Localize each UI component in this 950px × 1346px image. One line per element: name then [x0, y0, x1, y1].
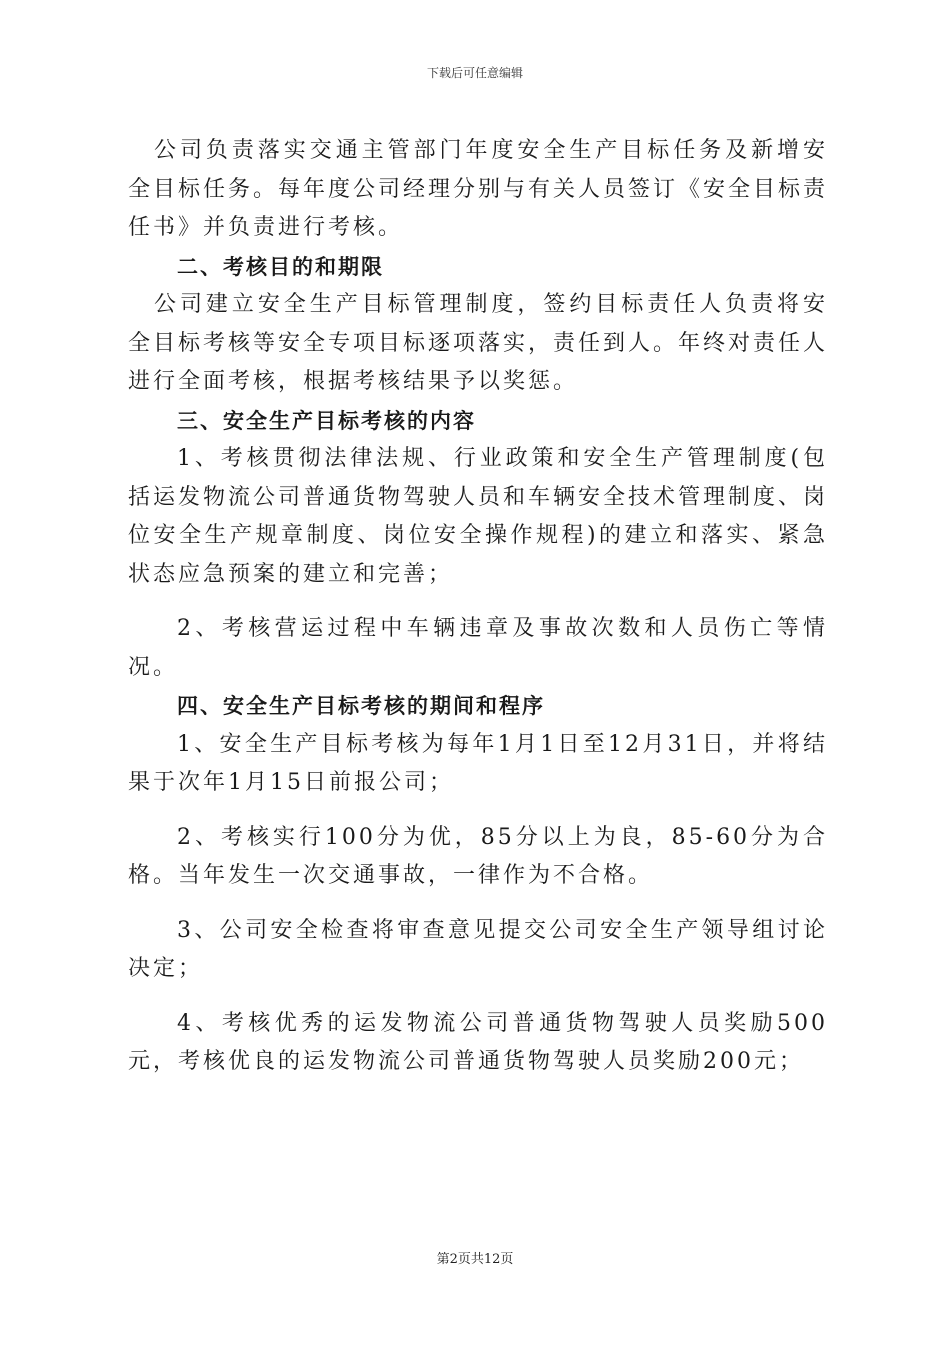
paragraph-procedure-item-1: 1、安全生产目标考核为每年1月1日至12月31日，并将结果于次年1月15日前报公司；: [128, 731, 828, 795]
section-heading-procedure: 四、安全生产目标考核的期间和程序: [177, 694, 545, 718]
page-footer: 第2页共12页: [436, 1252, 514, 1267]
page-header: 下载后可任意编辑: [426, 66, 523, 80]
paragraph-target-tasks: 公司负责落实交通主管部门年度安全生产目标任务及新增安全目标任务。每年度公司经理分别与有关人员签订《安全目标责任书》并负责进行考核。: [128, 138, 829, 240]
paragraph-content-item-1: 1、考核贯彻法律法规、行业政策和安全生产管理制度(包括运发物流公司普通货物驾驶人员和车辆安全技术管理制度、岗位安全生产规章制度、岗位安全操作规程)的建立和落实、紧急状态应急预案的建立和完善；: [128, 446, 829, 587]
paragraph-purpose: 公司建立安全生产目标管理制度，签约目标责任人负责将安全目标考核等安全专项目标逐项落实，责任到人。年终对责任人进行全面考核，根据考核结果予以奖惩。: [128, 292, 829, 394]
paragraph-procedure-item-4: 4、考核优秀的运发物流公司普通货物驾驶人员奖励500元，考核优良的运发物流公司普通货物驾驶人员奖励200元；: [128, 1010, 828, 1074]
paragraph-procedure-item-2: 2、考核实行100分为优，85分以上为良，85-60分为合格。当年发生一次交通事故，一律作为不合格。: [128, 824, 828, 888]
section-heading-content: 三、安全生产目标考核的内容: [177, 408, 476, 433]
paragraph-procedure-item-3: 3、公司安全检查将审查意见提交公司安全生产领导组讨论决定；: [128, 917, 828, 981]
section-heading-purpose: 二、考核目的和期限: [177, 254, 384, 279]
paragraph-content-item-2: 2、考核营运过程中车辆违章及事故次数和人员伤亡等情况。: [128, 616, 828, 680]
document-body: [128, 132, 828, 1098]
